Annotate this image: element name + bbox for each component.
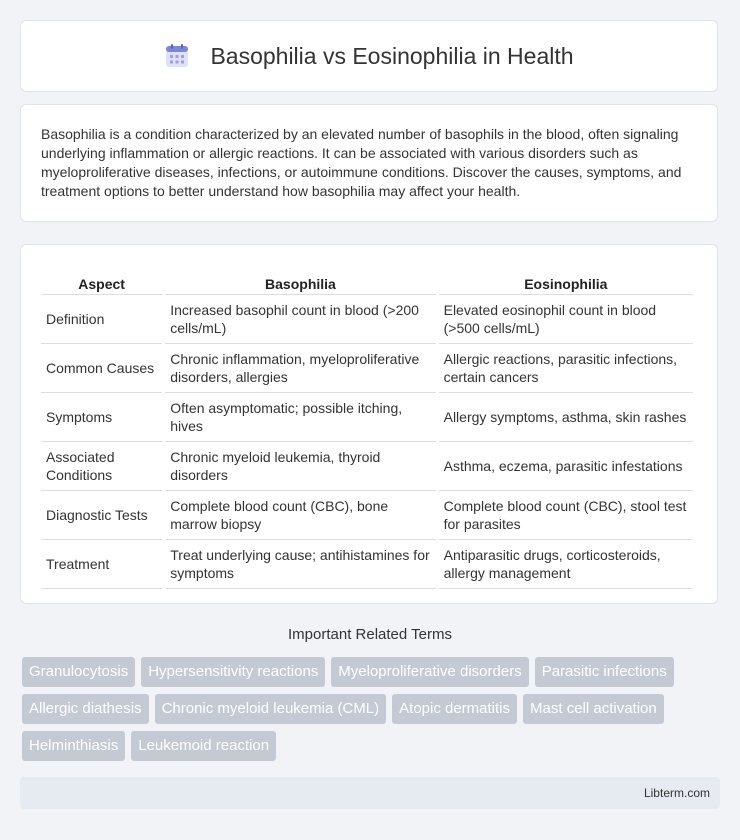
term-tag[interactable]: Allergic diathesis [22,694,149,724]
term-tag[interactable]: Myeloproliferative disorders [331,657,528,687]
header-basophilia: Basophilia [165,265,435,295]
aspect-cell: Treatment [41,540,162,589]
comparison-card [20,244,718,604]
aspect-cell: Associated Conditions [41,442,162,491]
header-card [20,20,718,92]
calendar-icon [164,43,190,69]
related-terms-list [22,657,722,761]
basophilia-cell: Complete blood count (CBC), bone marrow biopsy [165,491,435,540]
term-tag[interactable]: Mast cell activation [523,694,664,724]
aspect-cell: Diagnostic Tests [41,491,162,540]
table-row [41,393,693,442]
basophilia-cell: Chronic inflammation, myeloproliferative disorders, allergies [165,344,435,393]
term-tag[interactable]: Atopic dermatitis [392,694,517,724]
footer [20,777,720,809]
table-row [41,295,693,344]
intro-card [20,104,718,222]
basophilia-cell: Often asymptomatic; possible itching, hives [165,393,435,442]
term-tag[interactable]: Chronic myeloid leukemia (CML) [155,694,387,724]
eosinophilia-cell: Allergic reactions, parasitic infections, certain cancers [439,344,693,393]
term-tag[interactable]: Helminthiasis [22,731,125,761]
term-tag[interactable]: Hypersensitivity reactions [141,657,325,687]
aspect-cell: Definition [41,295,162,344]
aspect-cell: Symptoms [41,393,162,442]
term-tag[interactable]: Granulocytosis [22,657,135,687]
basophilia-cell: Treat underlying cause; antihistamines for symptoms [165,540,435,589]
header-eosinophilia: Eosinophilia [439,265,693,295]
eosinophilia-cell: Asthma, eczema, parasitic infestations [439,442,693,491]
header-aspect: Aspect [41,265,162,295]
term-tag[interactable]: Leukemoid reaction [131,731,276,761]
comparison-table [38,265,696,589]
basophilia-cell: Chronic myeloid leukemia, thyroid disorders [165,442,435,491]
table-row [41,344,693,393]
related-terms-title: Important Related Terms [288,626,452,643]
table-row [41,442,693,491]
aspect-cell: Common Causes [41,344,162,393]
basophilia-cell: Increased basophil count in blood (>200 cells/mL) [165,295,435,344]
footer-link[interactable]: Libterm.com [643,786,710,800]
table-row [41,491,693,540]
eosinophilia-cell: Complete blood count (CBC), stool test for parasites [439,491,693,540]
table-row [41,540,693,589]
eosinophilia-cell: Antiparasitic drugs, corticosteroids, allergy management [439,540,693,589]
page-title: Basophilia vs Eosinophilia in Health [210,42,574,69]
eosinophilia-cell: Allergy symptoms, asthma, skin rashes [439,393,693,442]
table-header-row [41,265,693,295]
eosinophilia-cell: Elevated eosinophil count in blood (>500 cells/mL) [439,295,693,344]
intro-text: Basophilia is a condition characterized by an elevated number of basophils in the blood, often signaling underlying inflammation or allergic reactions. It can be associated with various disorders such as myeloproliferative diseases, infections, or autoimmune conditions. Discover the causes, symptoms, and treatment options to better understand how basophilia may affect your health. [41,126,682,199]
term-tag[interactable]: Parasitic infections [535,657,674,687]
